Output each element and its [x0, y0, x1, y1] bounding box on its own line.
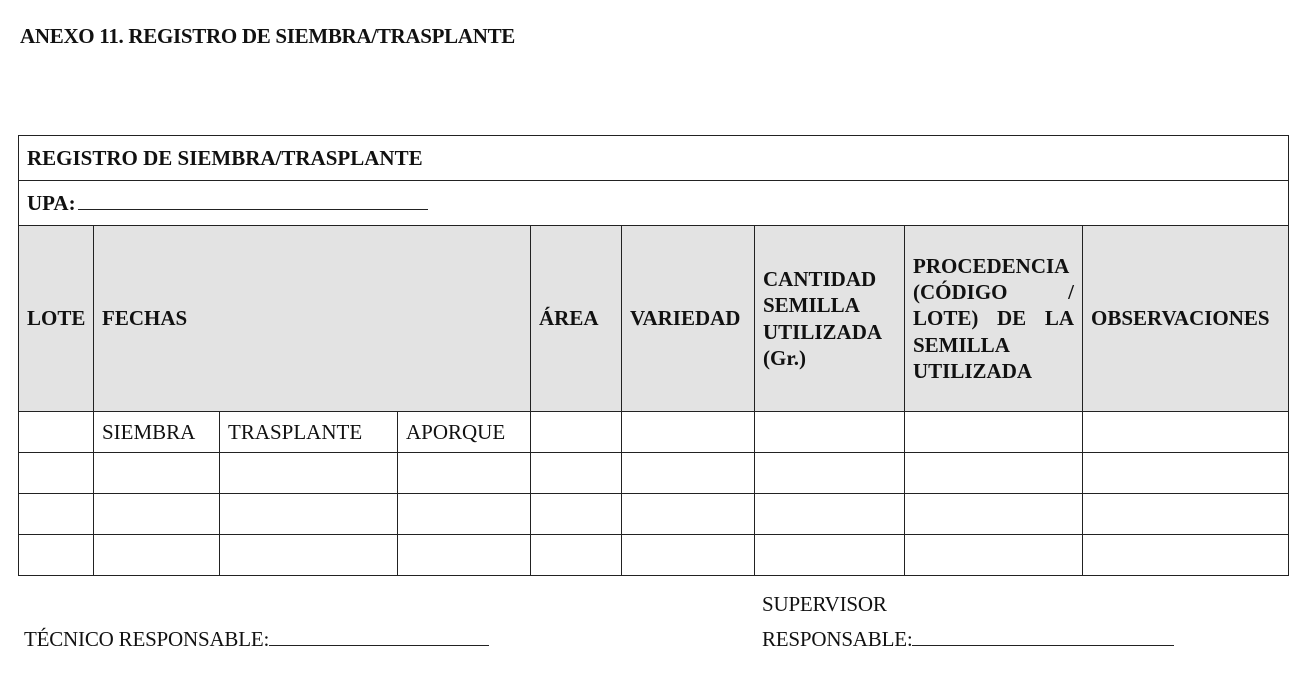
table-cell[interactable]: [622, 494, 755, 535]
table-cell[interactable]: [905, 412, 1083, 453]
upa-label: UPA:: [27, 191, 76, 216]
upa-field[interactable]: [19, 181, 1289, 226]
table-cell[interactable]: [755, 412, 905, 453]
col-procedencia: PROCEDENCIA (CÓDIGO / LOTE) DE LA SEMILLA UTILIZADA: [905, 226, 1083, 412]
form-title: REGISTRO DE SIEMBRA/TRASPLANTE: [19, 136, 1289, 181]
table-cell[interactable]: [622, 453, 755, 494]
table-cell[interactable]: [755, 535, 905, 576]
supervisor-label-line2: RESPONSABLE:: [762, 627, 913, 651]
subcol-siembra: SIEMBRA: [94, 412, 220, 453]
col-fechas: FECHAS: [94, 226, 531, 412]
table-cell[interactable]: [220, 535, 398, 576]
subcol-trasplante: TRASPLANTE: [220, 412, 398, 453]
table-cell[interactable]: [622, 412, 755, 453]
table-cell[interactable]: [19, 453, 94, 494]
col-variedad: VARIEDAD: [622, 226, 755, 412]
table-cell[interactable]: [94, 494, 220, 535]
table-cell[interactable]: [19, 494, 94, 535]
col-cantidad: CANTIDAD SEMILLA UTILIZADA (Gr.): [755, 226, 905, 412]
table-cell[interactable]: [755, 494, 905, 535]
table-cell[interactable]: [398, 535, 531, 576]
tecnico-signature-line[interactable]: [269, 627, 489, 646]
table-cell[interactable]: [622, 535, 755, 576]
table-cell[interactable]: [531, 453, 622, 494]
col-area: ÁREA: [531, 226, 622, 412]
registro-table: [18, 135, 1289, 576]
table-row: [19, 453, 1289, 494]
table-cell[interactable]: [755, 453, 905, 494]
page-heading: ANEXO 11. REGISTRO DE SIEMBRA/TRASPLANTE: [20, 24, 516, 48]
table-cell[interactable]: [1083, 494, 1289, 535]
table-cell[interactable]: [1083, 412, 1289, 453]
supervisor-label-line1: SUPERVISOR: [762, 592, 887, 616]
table-row: [19, 494, 1289, 535]
table-cell[interactable]: [905, 494, 1083, 535]
supervisor-signature-line[interactable]: [912, 627, 1174, 646]
table-cell[interactable]: [1083, 453, 1289, 494]
tecnico-signature[interactable]: [24, 627, 489, 652]
col-observaciones: OBSERVACIONES: [1083, 226, 1289, 412]
col-lote: LOTE: [19, 226, 94, 412]
table-cell[interactable]: [905, 453, 1083, 494]
table-cell[interactable]: [531, 412, 622, 453]
table-cell[interactable]: [220, 453, 398, 494]
table-cell[interactable]: [94, 453, 220, 494]
table-cell[interactable]: [398, 494, 531, 535]
tecnico-label: TÉCNICO RESPONSABLE:: [24, 627, 270, 651]
upa-blank-line[interactable]: [78, 189, 428, 210]
table-cell[interactable]: [398, 453, 531, 494]
subcol-aporque: APORQUE: [398, 412, 531, 453]
table-cell[interactable]: [531, 535, 622, 576]
table-row: [19, 535, 1289, 576]
table-cell[interactable]: [19, 412, 94, 453]
table-cell[interactable]: [94, 535, 220, 576]
table-cell[interactable]: [905, 535, 1083, 576]
table-cell[interactable]: [19, 535, 94, 576]
table-cell[interactable]: [531, 494, 622, 535]
table-cell[interactable]: [220, 494, 398, 535]
supervisor-signature[interactable]: [762, 627, 1174, 652]
table-cell[interactable]: [1083, 535, 1289, 576]
